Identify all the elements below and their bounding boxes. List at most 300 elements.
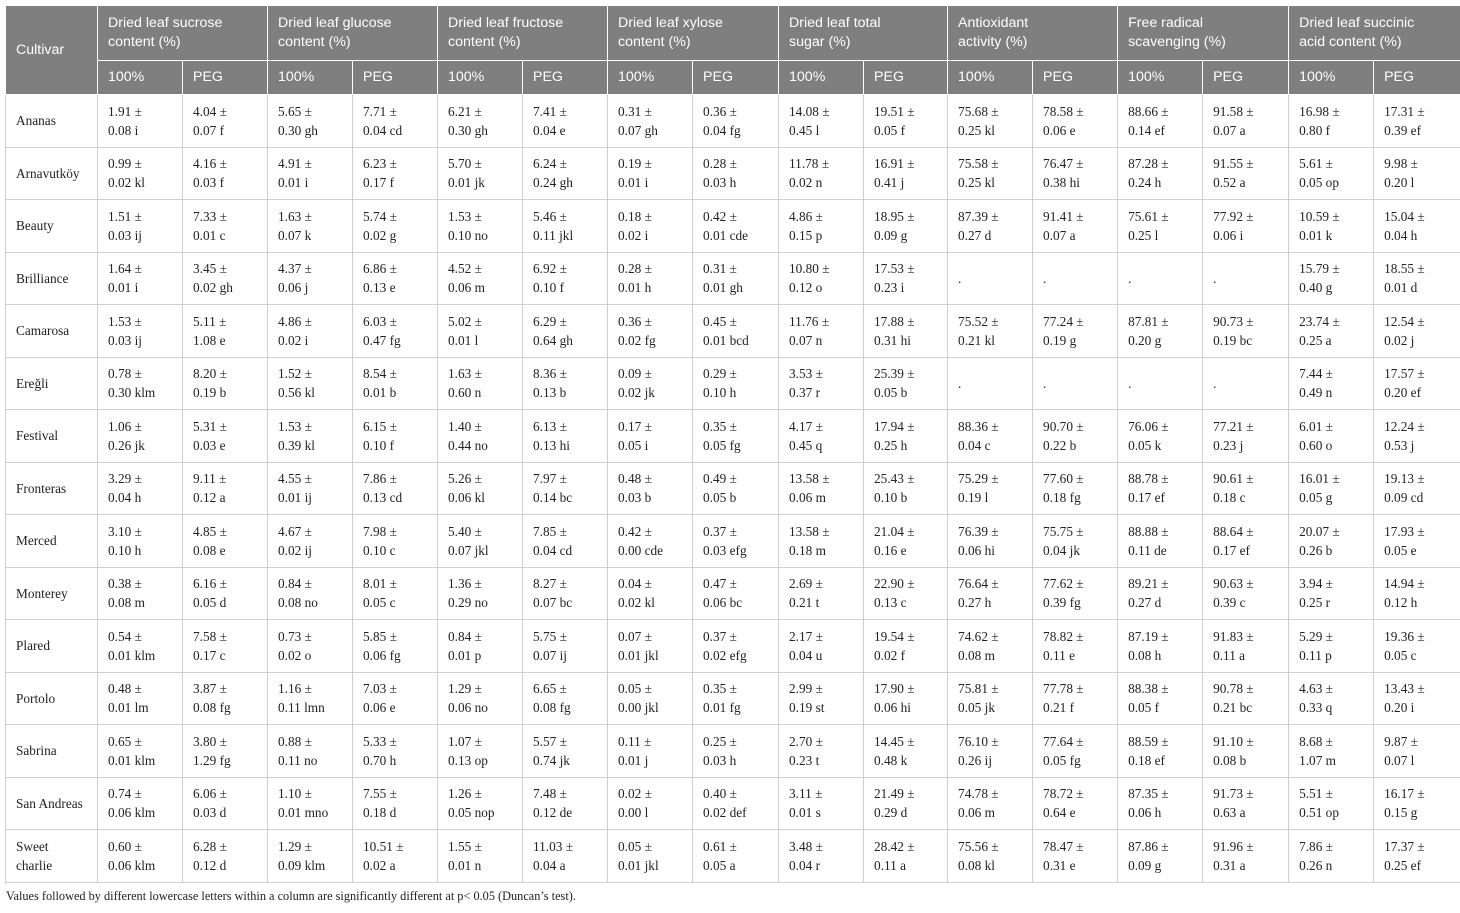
cell-error: 0.39 ef bbox=[1384, 122, 1422, 138]
table-cell bbox=[864, 147, 948, 200]
cell-error: 0.07 n bbox=[789, 332, 823, 348]
cell-mean: 88.64 ± bbox=[1213, 523, 1254, 539]
cell-error: 0.07 gh bbox=[618, 122, 658, 138]
cell-mean: 6.16 ± bbox=[193, 576, 227, 592]
table-header bbox=[6, 6, 1460, 95]
table-cell bbox=[1374, 147, 1460, 200]
table-cell bbox=[1289, 725, 1374, 778]
sub-header: PEG bbox=[183, 61, 268, 95]
cell-mean: 77.60 ± bbox=[1043, 471, 1084, 487]
table-cell bbox=[1118, 777, 1203, 830]
table-cell bbox=[693, 462, 779, 515]
cell-error: 0.39 c bbox=[1213, 595, 1246, 611]
table-cell bbox=[183, 410, 268, 463]
cell-mean: 0.47 ± bbox=[703, 576, 737, 592]
cell-error: 0.01 i bbox=[278, 175, 309, 191]
cell-mean: 4.16 ± bbox=[193, 156, 227, 172]
sub-header: PEG bbox=[353, 61, 438, 95]
cell-mean: 1.91 ± bbox=[108, 103, 142, 119]
table-cell bbox=[1203, 305, 1289, 358]
cell-mean: 19.36 ± bbox=[1384, 628, 1425, 644]
cell-mean: 18.55 ± bbox=[1384, 261, 1425, 277]
cell-mean: 3.11 ± bbox=[789, 786, 823, 802]
table-cell bbox=[608, 567, 693, 620]
table-cell bbox=[693, 147, 779, 200]
cell-mean: 5.40 ± bbox=[448, 523, 482, 539]
cell-error: 0.10 f bbox=[363, 437, 395, 453]
cell-mean: 3.45 ± bbox=[193, 261, 227, 277]
cell-error: 0.64 e bbox=[1043, 805, 1076, 821]
cell-error: 0.06 klm bbox=[108, 857, 156, 873]
cell-mean: . bbox=[958, 375, 962, 391]
cell-mean: 5.46 ± bbox=[533, 208, 567, 224]
table-cell bbox=[268, 515, 353, 568]
table-container bbox=[5, 5, 1455, 883]
table-cell bbox=[608, 830, 693, 883]
table-cell bbox=[608, 252, 693, 305]
cell-error: 1.08 e bbox=[193, 332, 226, 348]
cell-error: 0.01 fg bbox=[703, 700, 741, 716]
table-body bbox=[6, 95, 1460, 883]
cell-error: 0.21 bc bbox=[1213, 700, 1253, 716]
cell-error: 0.02 gh bbox=[193, 280, 233, 296]
cell-mean: 4.37 ± bbox=[278, 261, 312, 277]
table-cell bbox=[268, 357, 353, 410]
cell-error: 0.20 l bbox=[1384, 175, 1415, 191]
cultivar-name: Festival bbox=[6, 410, 98, 463]
cell-error: 0.18 m bbox=[789, 542, 826, 558]
table-cell bbox=[523, 830, 608, 883]
cell-error: 0.07 l bbox=[1384, 752, 1415, 768]
cell-error: 0.08 b bbox=[1213, 752, 1247, 768]
table-cell bbox=[438, 252, 523, 305]
cell-error: 0.04 cd bbox=[533, 542, 573, 558]
cell-error: 0.25 r bbox=[1299, 595, 1331, 611]
cell-error: 0.04 fg bbox=[703, 122, 741, 138]
cell-mean: 8.36 ± bbox=[533, 366, 567, 382]
column-group-header bbox=[608, 6, 779, 61]
cell-error: 0.31 e bbox=[1043, 857, 1076, 873]
table-cell bbox=[1374, 462, 1460, 515]
table-cell bbox=[1289, 620, 1374, 673]
table-row bbox=[6, 305, 1460, 358]
cell-mean: 15.79 ± bbox=[1299, 261, 1340, 277]
cell-mean: 75.58 ± bbox=[958, 156, 999, 172]
cell-error: 0.08 i bbox=[108, 122, 139, 138]
table-cell bbox=[523, 777, 608, 830]
cultivar-name: Merced bbox=[6, 515, 98, 568]
table-cell bbox=[1374, 725, 1460, 778]
table-cell bbox=[1118, 620, 1203, 673]
table-cell bbox=[779, 462, 864, 515]
cell-error: 0.17 ef bbox=[1213, 542, 1250, 558]
cell-mean: 1.53 ± bbox=[278, 418, 312, 434]
cell-mean: 17.53 ± bbox=[874, 261, 915, 277]
cell-mean: 5.70 ± bbox=[448, 156, 482, 172]
cell-error: 0.02 n bbox=[789, 175, 823, 191]
table-cell bbox=[268, 725, 353, 778]
table-cell bbox=[693, 620, 779, 673]
cell-mean: 75.61 ± bbox=[1128, 208, 1169, 224]
cell-mean: 90.70 ± bbox=[1043, 418, 1084, 434]
column-group-header-line1: Dried leaf sucrose bbox=[108, 15, 223, 31]
table-cell bbox=[608, 305, 693, 358]
cell-mean: 25.39 ± bbox=[874, 366, 915, 382]
cell-mean: 13.58 ± bbox=[789, 523, 830, 539]
table-cell bbox=[608, 620, 693, 673]
cell-error: 0.41 j bbox=[874, 175, 905, 191]
table-cell bbox=[779, 357, 864, 410]
table-cell bbox=[948, 725, 1033, 778]
cell-mean: 87.35 ± bbox=[1128, 786, 1169, 802]
cell-mean: 1.52 ± bbox=[278, 366, 312, 382]
cultivar-name: Ananas bbox=[6, 95, 98, 148]
table-cell bbox=[779, 830, 864, 883]
table-cell bbox=[948, 357, 1033, 410]
table-cell bbox=[1374, 410, 1460, 463]
cell-error: 0.01 gh bbox=[703, 280, 743, 296]
table-cell bbox=[948, 515, 1033, 568]
cell-error: 0.51 op bbox=[1299, 805, 1339, 821]
cell-mean: 17.93 ± bbox=[1384, 523, 1425, 539]
cell-error: 0.23 j bbox=[1213, 437, 1244, 453]
table-cell bbox=[1203, 725, 1289, 778]
cell-mean: 75.81 ± bbox=[958, 681, 999, 697]
cell-error: 0.05 op bbox=[1299, 175, 1339, 191]
column-group-header bbox=[268, 6, 438, 61]
table-cell bbox=[1033, 410, 1118, 463]
table-cell bbox=[948, 200, 1033, 253]
cell-mean: 1.36 ± bbox=[448, 576, 482, 592]
cell-mean: 0.65 ± bbox=[108, 733, 142, 749]
cell-mean: 0.74 ± bbox=[108, 786, 142, 802]
cell-mean: 0.05 ± bbox=[618, 838, 652, 854]
cell-error: 0.10 no bbox=[448, 227, 488, 243]
cell-mean: 3.10 ± bbox=[108, 523, 142, 539]
table-cell bbox=[693, 777, 779, 830]
table-cell bbox=[1289, 567, 1374, 620]
cell-error: 0.08 fg bbox=[193, 700, 231, 716]
cell-error: 0.14 bc bbox=[533, 490, 573, 506]
column-group-header-line2: scavenging (%) bbox=[1128, 34, 1226, 50]
cell-error: 0.26 b bbox=[1299, 542, 1333, 558]
column-group-header-line1: Dried leaf glucose bbox=[278, 15, 392, 31]
table-cell bbox=[1033, 830, 1118, 883]
table-cell bbox=[523, 252, 608, 305]
table-cell bbox=[1118, 252, 1203, 305]
table-cell bbox=[98, 620, 183, 673]
table-cell bbox=[98, 830, 183, 883]
cell-error: 0.05 d bbox=[193, 595, 227, 611]
table-cell bbox=[98, 777, 183, 830]
cell-mean: 7.86 ± bbox=[1299, 838, 1333, 854]
cell-mean: 8.27 ± bbox=[533, 576, 567, 592]
cell-mean: 6.29 ± bbox=[533, 313, 567, 329]
cell-error: 0.03 efg bbox=[703, 542, 747, 558]
cell-mean: 16.17 ± bbox=[1384, 786, 1425, 802]
table-cell bbox=[183, 95, 268, 148]
cell-error: 0.04 h bbox=[1384, 227, 1418, 243]
cell-mean: . bbox=[1043, 270, 1047, 286]
cultivar-name: Fronteras bbox=[6, 462, 98, 515]
cell-error: 0.06 i bbox=[1213, 227, 1244, 243]
cell-mean: 0.40 ± bbox=[703, 786, 737, 802]
cell-mean: 5.33 ± bbox=[363, 733, 397, 749]
cell-mean: 0.18 ± bbox=[618, 208, 652, 224]
cell-mean: 17.37 ± bbox=[1384, 838, 1425, 854]
cell-mean: 91.55 ± bbox=[1213, 156, 1254, 172]
table-cell bbox=[948, 567, 1033, 620]
cell-mean: . bbox=[958, 270, 962, 286]
cell-error: 0.07 f bbox=[193, 122, 225, 138]
cell-mean: 12.24 ± bbox=[1384, 418, 1425, 434]
table-cell bbox=[864, 725, 948, 778]
cell-error: 0.02 a bbox=[363, 857, 396, 873]
sub-header: 100% bbox=[268, 61, 353, 95]
cell-error: 0.02 g bbox=[363, 227, 397, 243]
cell-error: 0.74 jk bbox=[533, 752, 570, 768]
cell-error: 0.06 e bbox=[1043, 122, 1076, 138]
cell-mean: 1.06 ± bbox=[108, 418, 142, 434]
cell-error: 0.13 cd bbox=[363, 490, 403, 506]
table-cell bbox=[438, 567, 523, 620]
cell-error: 0.25 h bbox=[874, 437, 908, 453]
cell-mean: 0.28 ± bbox=[703, 156, 737, 172]
cell-mean: 10.51 ± bbox=[363, 838, 404, 854]
table-row bbox=[6, 410, 1460, 463]
table-cell bbox=[353, 357, 438, 410]
table-cell bbox=[1374, 357, 1460, 410]
cell-mean: 0.84 ± bbox=[448, 628, 482, 644]
table-cell bbox=[693, 252, 779, 305]
cell-mean: 7.58 ± bbox=[193, 628, 227, 644]
cell-mean: 91.83 ± bbox=[1213, 628, 1254, 644]
cell-mean: 2.99 ± bbox=[789, 681, 823, 697]
cell-mean: 6.86 ± bbox=[363, 261, 397, 277]
column-group-header-line2: content (%) bbox=[448, 34, 521, 50]
cell-mean: 77.62 ± bbox=[1043, 576, 1084, 592]
cell-mean: 4.86 ± bbox=[278, 313, 312, 329]
cell-error: 0.16 e bbox=[874, 542, 907, 558]
table-cell bbox=[183, 462, 268, 515]
table-cell bbox=[353, 95, 438, 148]
cell-error: 0.30 gh bbox=[448, 122, 488, 138]
cell-mean: 6.23 ± bbox=[363, 156, 397, 172]
table-cell bbox=[608, 200, 693, 253]
table-cell bbox=[353, 147, 438, 200]
cell-error: 0.47 fg bbox=[363, 332, 401, 348]
cell-error: 0.04 h bbox=[108, 490, 142, 506]
table-cell bbox=[1289, 462, 1374, 515]
table-cell bbox=[1118, 725, 1203, 778]
table-cell bbox=[779, 725, 864, 778]
column-group-header-line2: content (%) bbox=[278, 34, 351, 50]
cell-mean: 88.59 ± bbox=[1128, 733, 1169, 749]
cell-mean: 7.41 ± bbox=[533, 103, 567, 119]
table-cell bbox=[1374, 567, 1460, 620]
cell-error: 0.26 ij bbox=[958, 752, 993, 768]
table-cell bbox=[98, 515, 183, 568]
table-cell bbox=[1033, 95, 1118, 148]
cell-mean: 5.51 ± bbox=[1299, 786, 1333, 802]
table-row bbox=[6, 830, 1460, 883]
cell-mean: 1.51 ± bbox=[108, 208, 142, 224]
cell-error: 0.00 cde bbox=[618, 542, 664, 558]
table-row bbox=[6, 620, 1460, 673]
table-cell bbox=[1203, 620, 1289, 673]
table-cell bbox=[523, 725, 608, 778]
cell-error: 0.05 fg bbox=[1043, 752, 1081, 768]
cell-mean: 11.03 ± bbox=[533, 838, 574, 854]
cell-mean: 77.92 ± bbox=[1213, 208, 1254, 224]
cell-error: 0.30 klm bbox=[108, 385, 156, 401]
table-cell bbox=[1033, 305, 1118, 358]
table-cell bbox=[864, 777, 948, 830]
cell-mean: 7.03 ± bbox=[363, 681, 397, 697]
table-cell bbox=[98, 462, 183, 515]
sub-header: 100% bbox=[1118, 61, 1203, 95]
table-row bbox=[6, 725, 1460, 778]
cell-mean: 5.02 ± bbox=[448, 313, 482, 329]
table-row bbox=[6, 567, 1460, 620]
table-cell bbox=[1203, 357, 1289, 410]
table-cell bbox=[1203, 147, 1289, 200]
cell-error: 0.07 a bbox=[1213, 122, 1246, 138]
cell-mean: 5.85 ± bbox=[363, 628, 397, 644]
cell-error: 0.17 ef bbox=[1128, 490, 1165, 506]
cell-error: 0.05 f bbox=[1128, 700, 1160, 716]
cell-mean: 4.67 ± bbox=[278, 523, 312, 539]
cell-mean: 5.31 ± bbox=[193, 418, 227, 434]
cell-mean: 87.28 ± bbox=[1128, 156, 1169, 172]
table-row bbox=[6, 515, 1460, 568]
sub-header: PEG bbox=[1033, 61, 1118, 95]
table-cell bbox=[523, 620, 608, 673]
cell-mean: 77.24 ± bbox=[1043, 313, 1084, 329]
cell-error: 0.31 a bbox=[1213, 857, 1246, 873]
cell-error: 0.04 e bbox=[533, 122, 566, 138]
cell-error: 0.14 ef bbox=[1128, 122, 1165, 138]
cell-mean: 0.45 ± bbox=[703, 313, 737, 329]
cell-mean: 74.78 ± bbox=[958, 786, 999, 802]
cell-mean: 6.13 ± bbox=[533, 418, 567, 434]
cell-error: 0.05 fg bbox=[703, 437, 741, 453]
cell-error: 0.02 i bbox=[278, 332, 309, 348]
table-cell bbox=[353, 252, 438, 305]
column-group-header-line1: Dried leaf xylose bbox=[618, 15, 723, 31]
cell-mean: 91.10 ± bbox=[1213, 733, 1254, 749]
cell-error: 0.00 l bbox=[618, 805, 649, 821]
cell-error: 0.01 jkl bbox=[618, 857, 659, 873]
table-cell bbox=[864, 567, 948, 620]
cell-error: 0.01 klm bbox=[108, 752, 156, 768]
table-cell bbox=[779, 672, 864, 725]
cell-mean: 17.94 ± bbox=[874, 418, 915, 434]
sub-header: 100% bbox=[948, 61, 1033, 95]
cell-mean: 90.78 ± bbox=[1213, 681, 1254, 697]
cell-error: 0.44 no bbox=[448, 437, 488, 453]
cell-error: 0.12 a bbox=[193, 490, 226, 506]
cell-error: 0.30 gh bbox=[278, 122, 318, 138]
table-cell bbox=[779, 147, 864, 200]
table-cell bbox=[523, 672, 608, 725]
table-cell bbox=[268, 252, 353, 305]
table-cell bbox=[1374, 620, 1460, 673]
cell-mean: 6.21 ± bbox=[448, 103, 482, 119]
column-group-header-line1: Free radical bbox=[1128, 15, 1203, 31]
cell-mean: 0.09 ± bbox=[618, 366, 652, 382]
cell-error: 0.25 l bbox=[1128, 227, 1159, 243]
cell-mean: 6.03 ± bbox=[363, 313, 397, 329]
table-cell bbox=[438, 410, 523, 463]
table-cell bbox=[523, 357, 608, 410]
sub-header: 100% bbox=[779, 61, 864, 95]
table-cell bbox=[864, 620, 948, 673]
table-cell bbox=[1289, 672, 1374, 725]
cell-mean: 91.41 ± bbox=[1043, 208, 1084, 224]
table-cell bbox=[438, 672, 523, 725]
cell-mean: 5.74 ± bbox=[363, 208, 397, 224]
cell-error: 0.01 i bbox=[618, 175, 649, 191]
table-cell bbox=[864, 462, 948, 515]
cell-error: 0.20 i bbox=[1384, 700, 1415, 716]
cell-error: 0.11 jkl bbox=[533, 227, 574, 243]
sub-header: PEG bbox=[864, 61, 948, 95]
cell-mean: 15.04 ± bbox=[1384, 208, 1425, 224]
cell-mean: 5.57 ± bbox=[533, 733, 567, 749]
cell-error: 0.02 j bbox=[1384, 332, 1415, 348]
cell-mean: 1.63 ± bbox=[448, 366, 482, 382]
cell-error: 0.01 jkl bbox=[618, 647, 659, 663]
table-cell bbox=[1203, 777, 1289, 830]
cell-mean: 12.54 ± bbox=[1384, 313, 1425, 329]
table-cell bbox=[864, 357, 948, 410]
cell-mean: 87.39 ± bbox=[958, 208, 999, 224]
cell-error: 0.13 hi bbox=[533, 437, 570, 453]
cell-mean: 17.57 ± bbox=[1384, 366, 1425, 382]
cell-mean: 2.17 ± bbox=[789, 628, 823, 644]
cell-error: 0.11 p bbox=[1299, 647, 1332, 663]
table-cell bbox=[183, 200, 268, 253]
cell-mean: 6.01 ± bbox=[1299, 418, 1333, 434]
cell-mean: 1.53 ± bbox=[448, 208, 482, 224]
table-cell bbox=[1033, 147, 1118, 200]
table-cell bbox=[1203, 567, 1289, 620]
cell-mean: . bbox=[1128, 375, 1132, 391]
cell-error: 0.17 c bbox=[193, 647, 226, 663]
cell-error: 0.08 m bbox=[958, 647, 995, 663]
cell-error: 0.26 n bbox=[1299, 857, 1333, 873]
cell-mean: 90.63 ± bbox=[1213, 576, 1254, 592]
cultivar-name: Portolo bbox=[6, 672, 98, 725]
cell-mean: 77.78 ± bbox=[1043, 681, 1084, 697]
table-cell bbox=[1289, 830, 1374, 883]
cell-mean: 0.31 ± bbox=[703, 261, 737, 277]
cultivar-name: Camarosa bbox=[6, 305, 98, 358]
table-cell bbox=[1203, 515, 1289, 568]
table-cell bbox=[608, 357, 693, 410]
table-cell bbox=[268, 200, 353, 253]
cell-error: 0.70 h bbox=[363, 752, 397, 768]
cell-mean: . bbox=[1213, 375, 1217, 391]
cell-mean: 3.87 ± bbox=[193, 681, 227, 697]
cell-mean: 8.01 ± bbox=[363, 576, 397, 592]
cell-error: 0.02 kl bbox=[618, 595, 655, 611]
cell-mean: 28.42 ± bbox=[874, 838, 915, 854]
cell-error: 0.09 g bbox=[1128, 857, 1162, 873]
cell-mean: 0.04 ± bbox=[618, 576, 652, 592]
cell-mean: 76.06 ± bbox=[1128, 418, 1169, 434]
